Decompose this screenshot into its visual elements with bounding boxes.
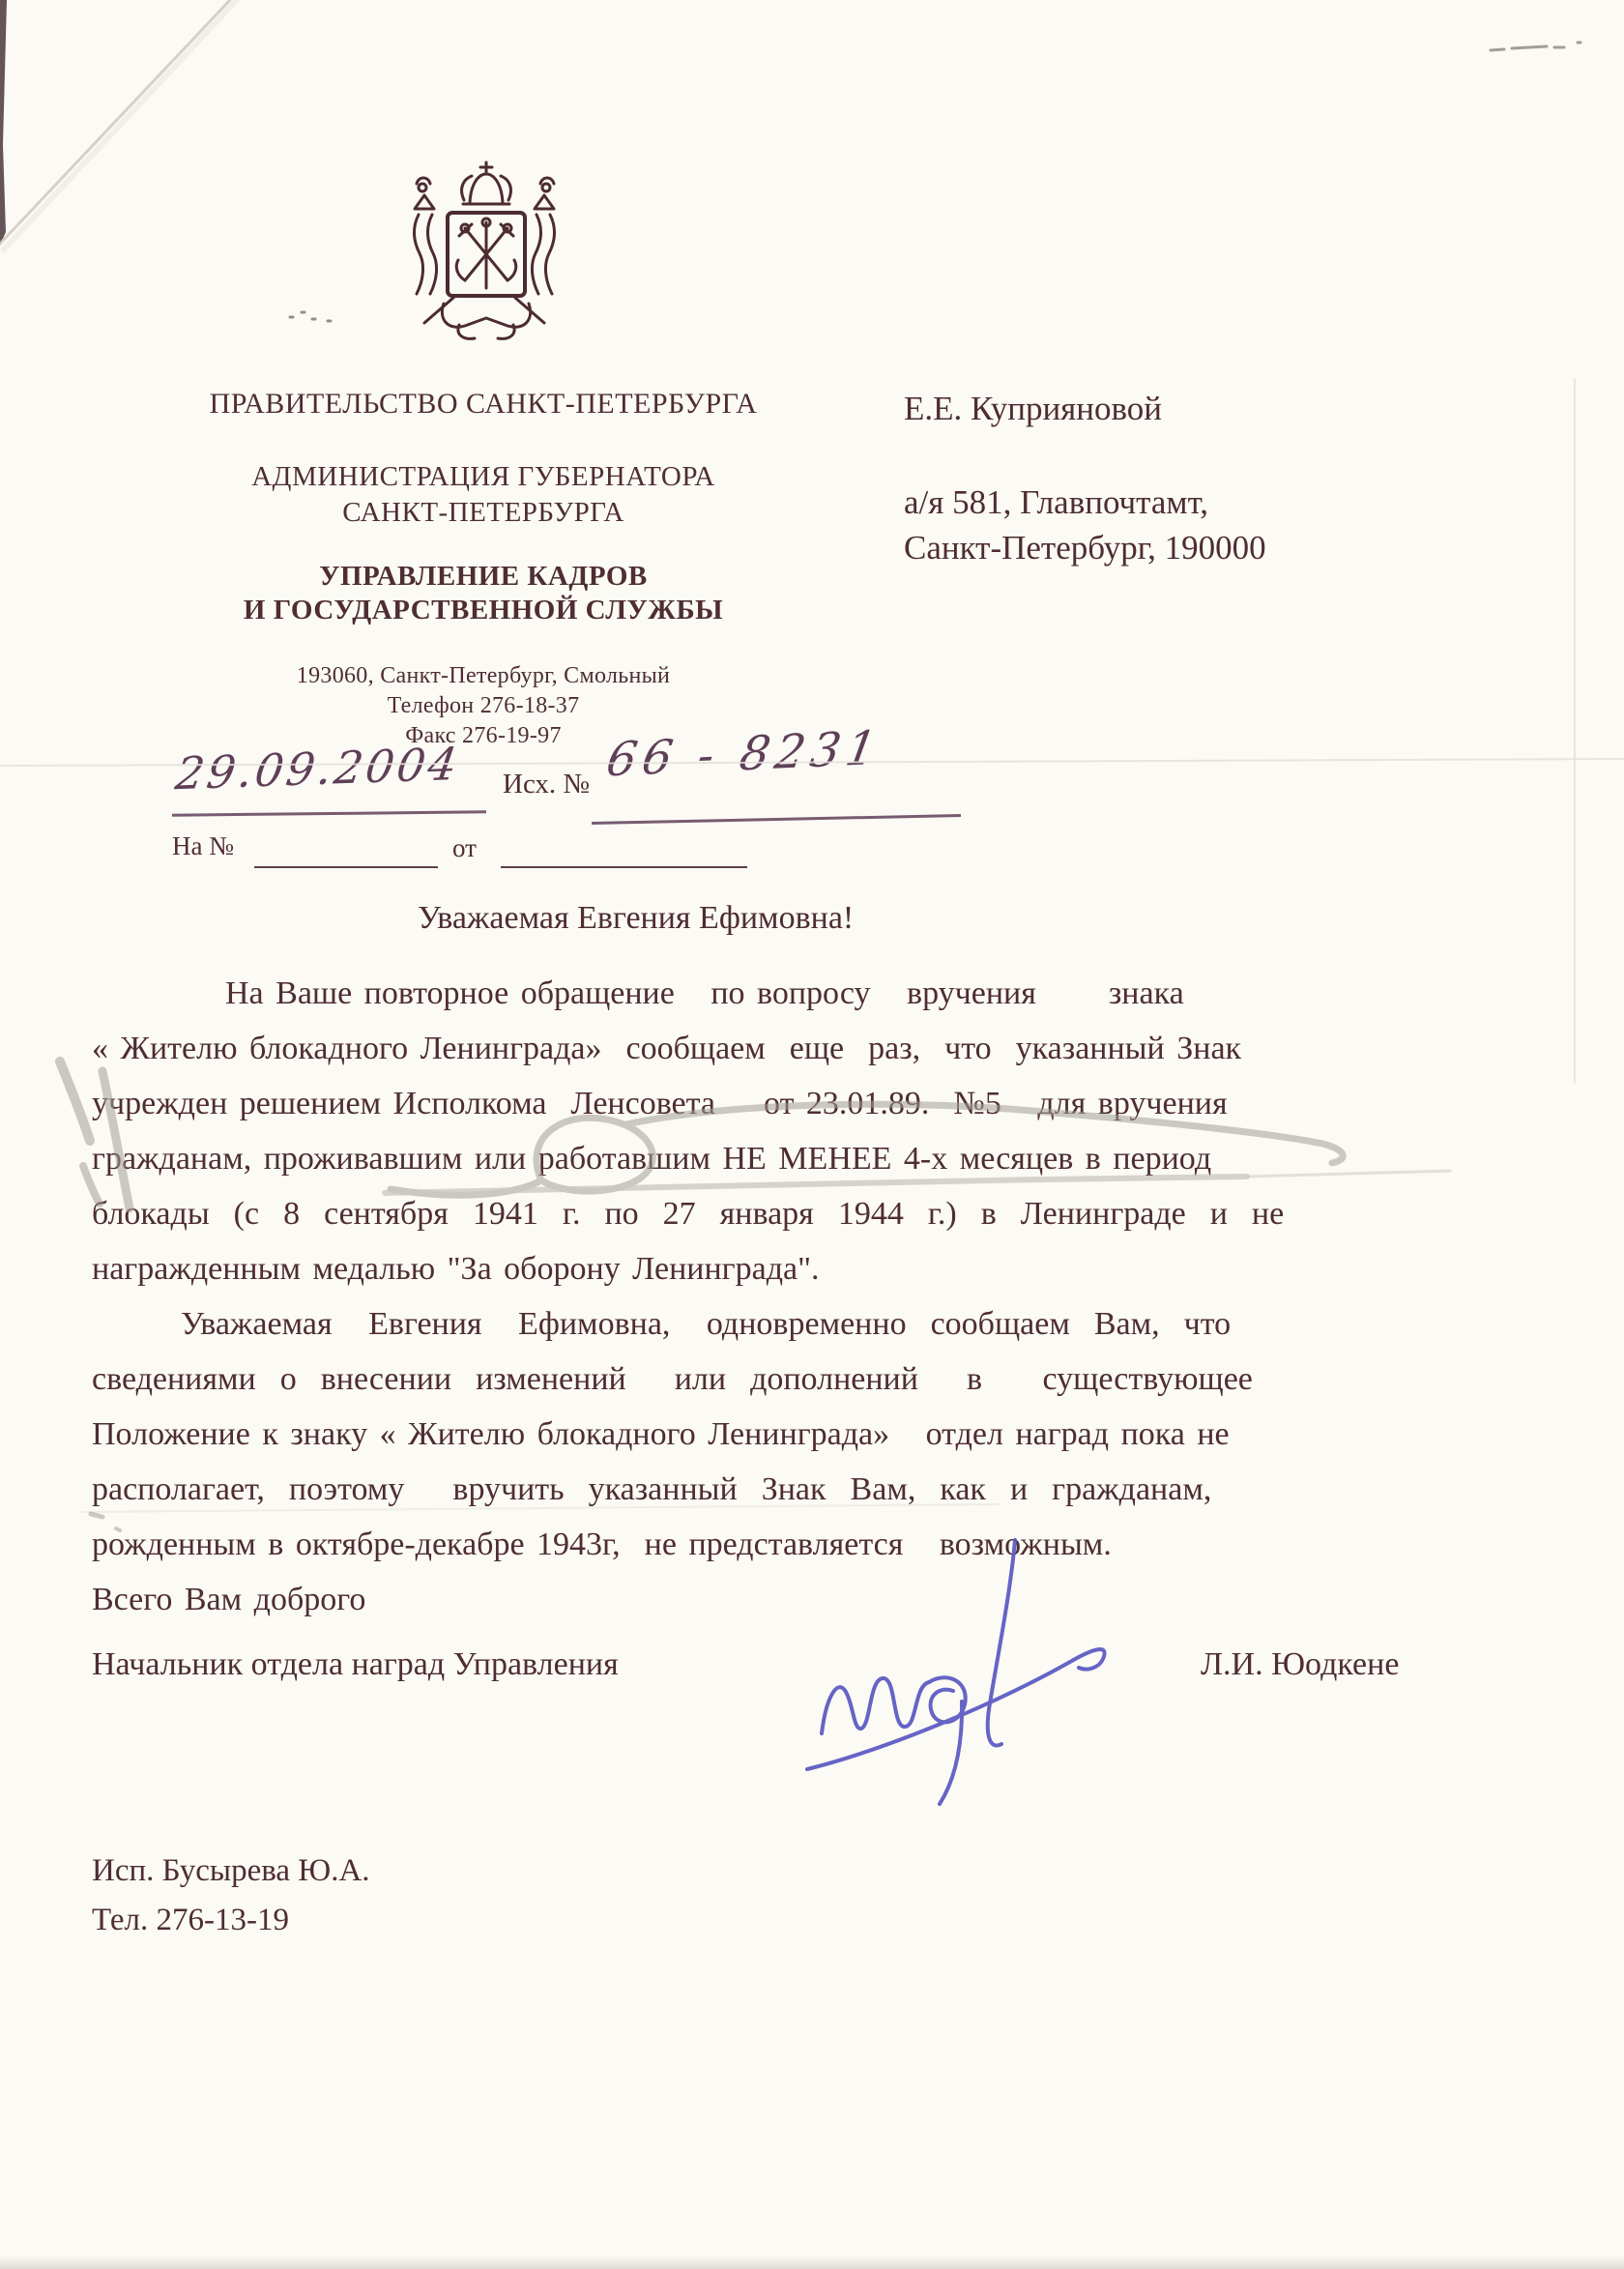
date-underline [172,810,486,816]
letterhead-department-line1: УПРАВЛЕНИЕ КАДРОВ [319,561,648,592]
letterhead-fax: Факс 276-19-97 [405,723,562,748]
paragraph1-line: « Жителю блокадного Ленинграда» сообщаем еще раз, что указанный Знак [92,1031,1242,1066]
letterhead-administration-line1: АДМИНИСТРАЦИЯ ГУБЕРНАТОРА [251,461,715,492]
recipient-name: Е.Е. Куприяновой [904,390,1163,427]
spb-coat-of-arms-icon [370,159,598,346]
handwritten-signature-icon [768,1506,1146,1816]
executor-phone: Тел. 276-13-19 [92,1903,289,1937]
salutation: Уважаемая Евгения Ефимовна! [418,900,855,936]
paragraph1-line: На Ваше повторное обращение по вопросу вручения знака [225,975,1184,1011]
letterhead-department [135,560,831,627]
paragraph2-line: Положение к знаку « Жителю блокадного Ленинграда» отдел наград пока не [92,1416,1230,1452]
handwritten-outgoing-number: 66 - 8231 [602,720,886,788]
executor-block [92,1847,370,1945]
letterhead-address: 193060, Санкт-Петербург, Смольный [296,663,671,688]
signer-title: Начальник отдела наград Управления [92,1646,619,1682]
incoming-number-label: На № [172,831,234,860]
handwritten-date: 29.09.2004 [172,737,464,800]
recipient-address [904,480,1266,570]
paragraph1-line: награжденным медалью "За оборону Ленинграда". [92,1251,820,1287]
paragraph2-line: Уважаемая Евгения Ефимовна, одновременно сообщаем Вам, что [181,1306,1232,1342]
executor-name: Исп. Бусырева Ю.А. [92,1853,370,1888]
incoming-from-label: от [452,833,477,862]
letterhead-government: ПРАВИТЕЛЬСТВО САНКТ-ПЕТЕРБУРГА [209,388,758,420]
outgoing-number-label: Исх. № [503,769,591,800]
paragraph1-line: блокады (с 8 сентября 1941 г. по 27 января 1944 г.) в Ленинграде и не [92,1196,1285,1232]
paragraph2-line: располагает, поэтому вручить указанный Знак Вам, как и гражданам, [92,1471,1212,1507]
paragraph1-line: учрежден решением Исполкома Ленсовета от 23.01.89. №5 для вручения [92,1086,1228,1121]
letterhead-administration [135,459,831,531]
closing-line: Всего Вам доброго [92,1582,366,1617]
letterhead-administration-line2: САНКТ-ПЕТЕРБУРГА [342,497,624,528]
letterhead-department-line2: И ГОСУДАРСТВЕННОЙ СЛУЖБЫ [243,595,724,625]
paragraph2-line: сведениями о внесении изменений или дополнений в существующее [92,1361,1253,1397]
page-edge-shadow [0,0,7,246]
recipient-address-line1: а/я 581, Главпочтамт, [904,483,1208,521]
paragraph2-line: рожденным в октябре-декабре 1943г, не представляется возможным. [92,1527,1112,1562]
incoming-number-blank [254,866,438,868]
signer-name: Л.И. Юодкене [1201,1646,1400,1682]
outgoing-number-underline [592,814,961,825]
paragraph1-line: гражданам, проживавшим или работавшим НЕ МЕНЕЕ 4-х месяцев в период [92,1141,1212,1177]
incoming-date-blank [501,866,747,868]
letterhead-phone: Телефон 276-18-37 [387,693,580,718]
recipient-address-line2: Санкт-Петербург, 190000 [904,529,1266,567]
